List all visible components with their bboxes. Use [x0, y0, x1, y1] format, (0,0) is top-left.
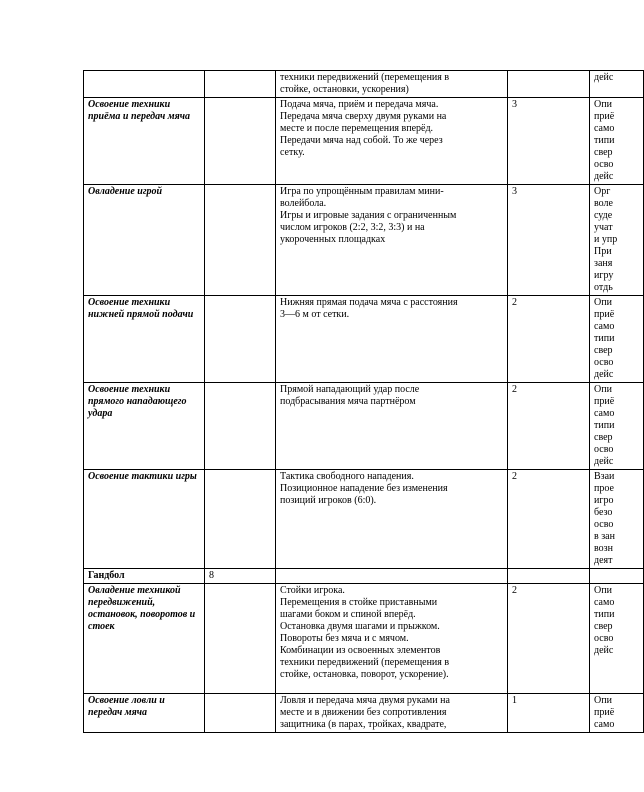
activity-line: приё	[594, 309, 615, 320]
content-line: техники передвижений (перемещения в	[280, 657, 450, 668]
activity-line: само	[594, 408, 615, 419]
count-cell	[508, 569, 590, 584]
activity-line: Взаи	[594, 471, 615, 482]
activity-line: свер	[594, 345, 613, 356]
topic-cell: Освоение техники приёма и передач мяча	[84, 98, 205, 185]
hours-cell	[205, 584, 276, 694]
activity-line: и упр	[594, 234, 618, 245]
topic-cell: Овладение игрой	[84, 185, 205, 296]
activity-line: осво	[594, 444, 614, 455]
content-line: Комбинации из освоенных элементов	[280, 645, 441, 656]
activity-line: приё	[594, 396, 615, 407]
content-line: Игры и игровые задания с ограниченным	[280, 210, 457, 221]
content-line: Игра по упрощённым правилам мини-	[280, 186, 444, 197]
content-line: укороченных площадках	[280, 234, 386, 245]
hours-cell	[205, 470, 276, 569]
content-cell	[276, 383, 508, 470]
content-line: числом игроков (2:2, 3:2, 3:3) и на	[280, 222, 425, 233]
content-cell	[276, 185, 508, 296]
content-line: Подача мяча, приём и передача мяча.	[280, 99, 439, 110]
table-container	[83, 70, 618, 733]
table-row	[84, 470, 644, 569]
content-cell	[276, 71, 508, 98]
activity-cell	[590, 98, 644, 185]
activity-line: безо	[594, 507, 613, 518]
activity-line: отдь	[594, 282, 613, 293]
activity-line: дейс	[594, 72, 614, 83]
activity-line: осво	[594, 519, 614, 530]
table-row	[84, 569, 644, 584]
activity-line: само	[594, 597, 615, 608]
content-line: стойке, остановки, ускорения)	[280, 84, 409, 95]
content-line: месте и после перемещения вперёд.	[280, 123, 434, 134]
topic-cell: Освоение техники нижней прямой подачи	[84, 296, 205, 383]
activity-line: свер	[594, 147, 613, 158]
activity-line: приё	[594, 111, 615, 122]
activity-line: воле	[594, 198, 613, 209]
activity-line: игро	[594, 495, 614, 506]
content-line: Прямой нападающий удар после	[280, 384, 420, 395]
table-row	[84, 185, 644, 296]
topic-cell: Освоение техники прямого нападающего удара	[84, 383, 205, 470]
activity-line: дейс	[594, 456, 614, 467]
hours-cell: 8	[205, 569, 276, 584]
activity-line: учат	[594, 222, 613, 233]
content-line: Передачи мяча над собой. То же через	[280, 135, 443, 146]
content-line: Перемещения в стойке приставными	[280, 597, 438, 608]
activity-line: осво	[594, 357, 614, 368]
content-line: техники передвижений (перемещения в	[280, 72, 450, 83]
activity-line: игру	[594, 270, 614, 281]
count-cell: 2	[508, 584, 590, 694]
content-line: месте и в движении без сопротивления	[280, 707, 447, 718]
activity-line: свер	[594, 621, 613, 632]
content-cell	[276, 569, 508, 584]
activity-line: дейс	[594, 369, 614, 380]
activity-line: само	[594, 321, 615, 332]
activity-line: в зан	[594, 531, 615, 542]
topic-cell: Гандбол	[84, 569, 205, 584]
content-line: Повороты без мяча и с мячом.	[280, 633, 409, 644]
table-body	[84, 71, 644, 733]
table-row	[84, 296, 644, 383]
activity-line: свер	[594, 432, 613, 443]
content-line: защитника (в парах, тройках, квадрате,	[280, 719, 447, 730]
hours-cell	[205, 383, 276, 470]
activity-cell	[590, 185, 644, 296]
content-line: Остановка двумя шагами и прыжком.	[280, 621, 440, 632]
table-row	[84, 584, 644, 694]
content-cell	[276, 470, 508, 569]
hours-cell	[205, 694, 276, 733]
content-line: Нижняя прямая подача мяча с расстояния	[280, 297, 458, 308]
activity-line: типи	[594, 333, 615, 344]
activity-line: дейс	[594, 645, 614, 656]
hours-cell	[205, 185, 276, 296]
activity-line: Опи	[594, 585, 612, 596]
activity-line: дейс	[594, 171, 614, 182]
topic-cell	[84, 71, 205, 98]
table-row	[84, 383, 644, 470]
count-cell: 3	[508, 185, 590, 296]
activity-cell	[590, 694, 644, 733]
table-row	[84, 694, 644, 733]
activity-line: типи	[594, 609, 615, 620]
activity-cell	[590, 584, 644, 694]
content-line: 3—6 м от сетки.	[280, 309, 350, 320]
activity-line: прое	[594, 483, 614, 494]
content-cell	[276, 694, 508, 733]
count-cell: 3	[508, 98, 590, 185]
topic-cell: Освоение тактики игры	[84, 470, 205, 569]
content-line: стойке, остановка, поворот, ускорение).	[280, 669, 449, 680]
activity-cell	[590, 569, 644, 584]
count-cell: 2	[508, 470, 590, 569]
activity-cell	[590, 296, 644, 383]
activity-line: типи	[594, 420, 615, 431]
table-row	[84, 71, 644, 98]
topic-cell: Овладение техникой передвижений, остановок, поворотов и стоек	[84, 584, 205, 694]
content-cell	[276, 98, 508, 185]
activity-line: само	[594, 719, 615, 730]
activity-cell	[590, 470, 644, 569]
content-line: позиций игроков (6:0).	[280, 495, 377, 506]
activity-line: Опи	[594, 99, 612, 110]
activity-line: приё	[594, 707, 615, 718]
activity-line: деят	[594, 555, 613, 566]
count-cell: 2	[508, 296, 590, 383]
content-line: Передача мяча сверху двумя руками на	[280, 111, 447, 122]
content-line: сетку.	[280, 147, 305, 158]
activity-line: осво	[594, 159, 614, 170]
table-row	[84, 98, 644, 185]
activity-cell	[590, 71, 644, 98]
count-cell	[508, 71, 590, 98]
content-line: подбрасывания мяча партнёром	[280, 396, 416, 407]
activity-line: типи	[594, 135, 615, 146]
curriculum-table	[83, 70, 644, 733]
content-line: Стойки игрока.	[280, 585, 345, 596]
hours-cell	[205, 296, 276, 383]
activity-line: Опи	[594, 695, 612, 706]
content-cell	[276, 296, 508, 383]
activity-cell	[590, 383, 644, 470]
activity-line: Опи	[594, 297, 612, 308]
activity-line: заня	[594, 258, 613, 269]
count-cell: 1	[508, 694, 590, 733]
count-cell: 2	[508, 383, 590, 470]
activity-line: осво	[594, 633, 614, 644]
topic-cell: Освоение ловли и передач мяча	[84, 694, 205, 733]
activity-line: Опи	[594, 384, 612, 395]
activity-line: Орг	[594, 186, 611, 197]
content-line: волейбола.	[280, 198, 327, 209]
content-line: Ловля и передача мяча двумя руками на	[280, 695, 450, 706]
activity-line: При	[594, 246, 612, 257]
hours-cell	[205, 71, 276, 98]
content-line: шагами боком и спиной вперёд.	[280, 609, 416, 620]
activity-line: возн	[594, 543, 613, 554]
activity-line: суде	[594, 210, 613, 221]
content-line: Тактика свободного нападения.	[280, 471, 414, 482]
content-cell	[276, 584, 508, 694]
hours-cell	[205, 98, 276, 185]
content-line: Позиционное нападение без изменения	[280, 483, 448, 494]
activity-line: само	[594, 123, 615, 134]
